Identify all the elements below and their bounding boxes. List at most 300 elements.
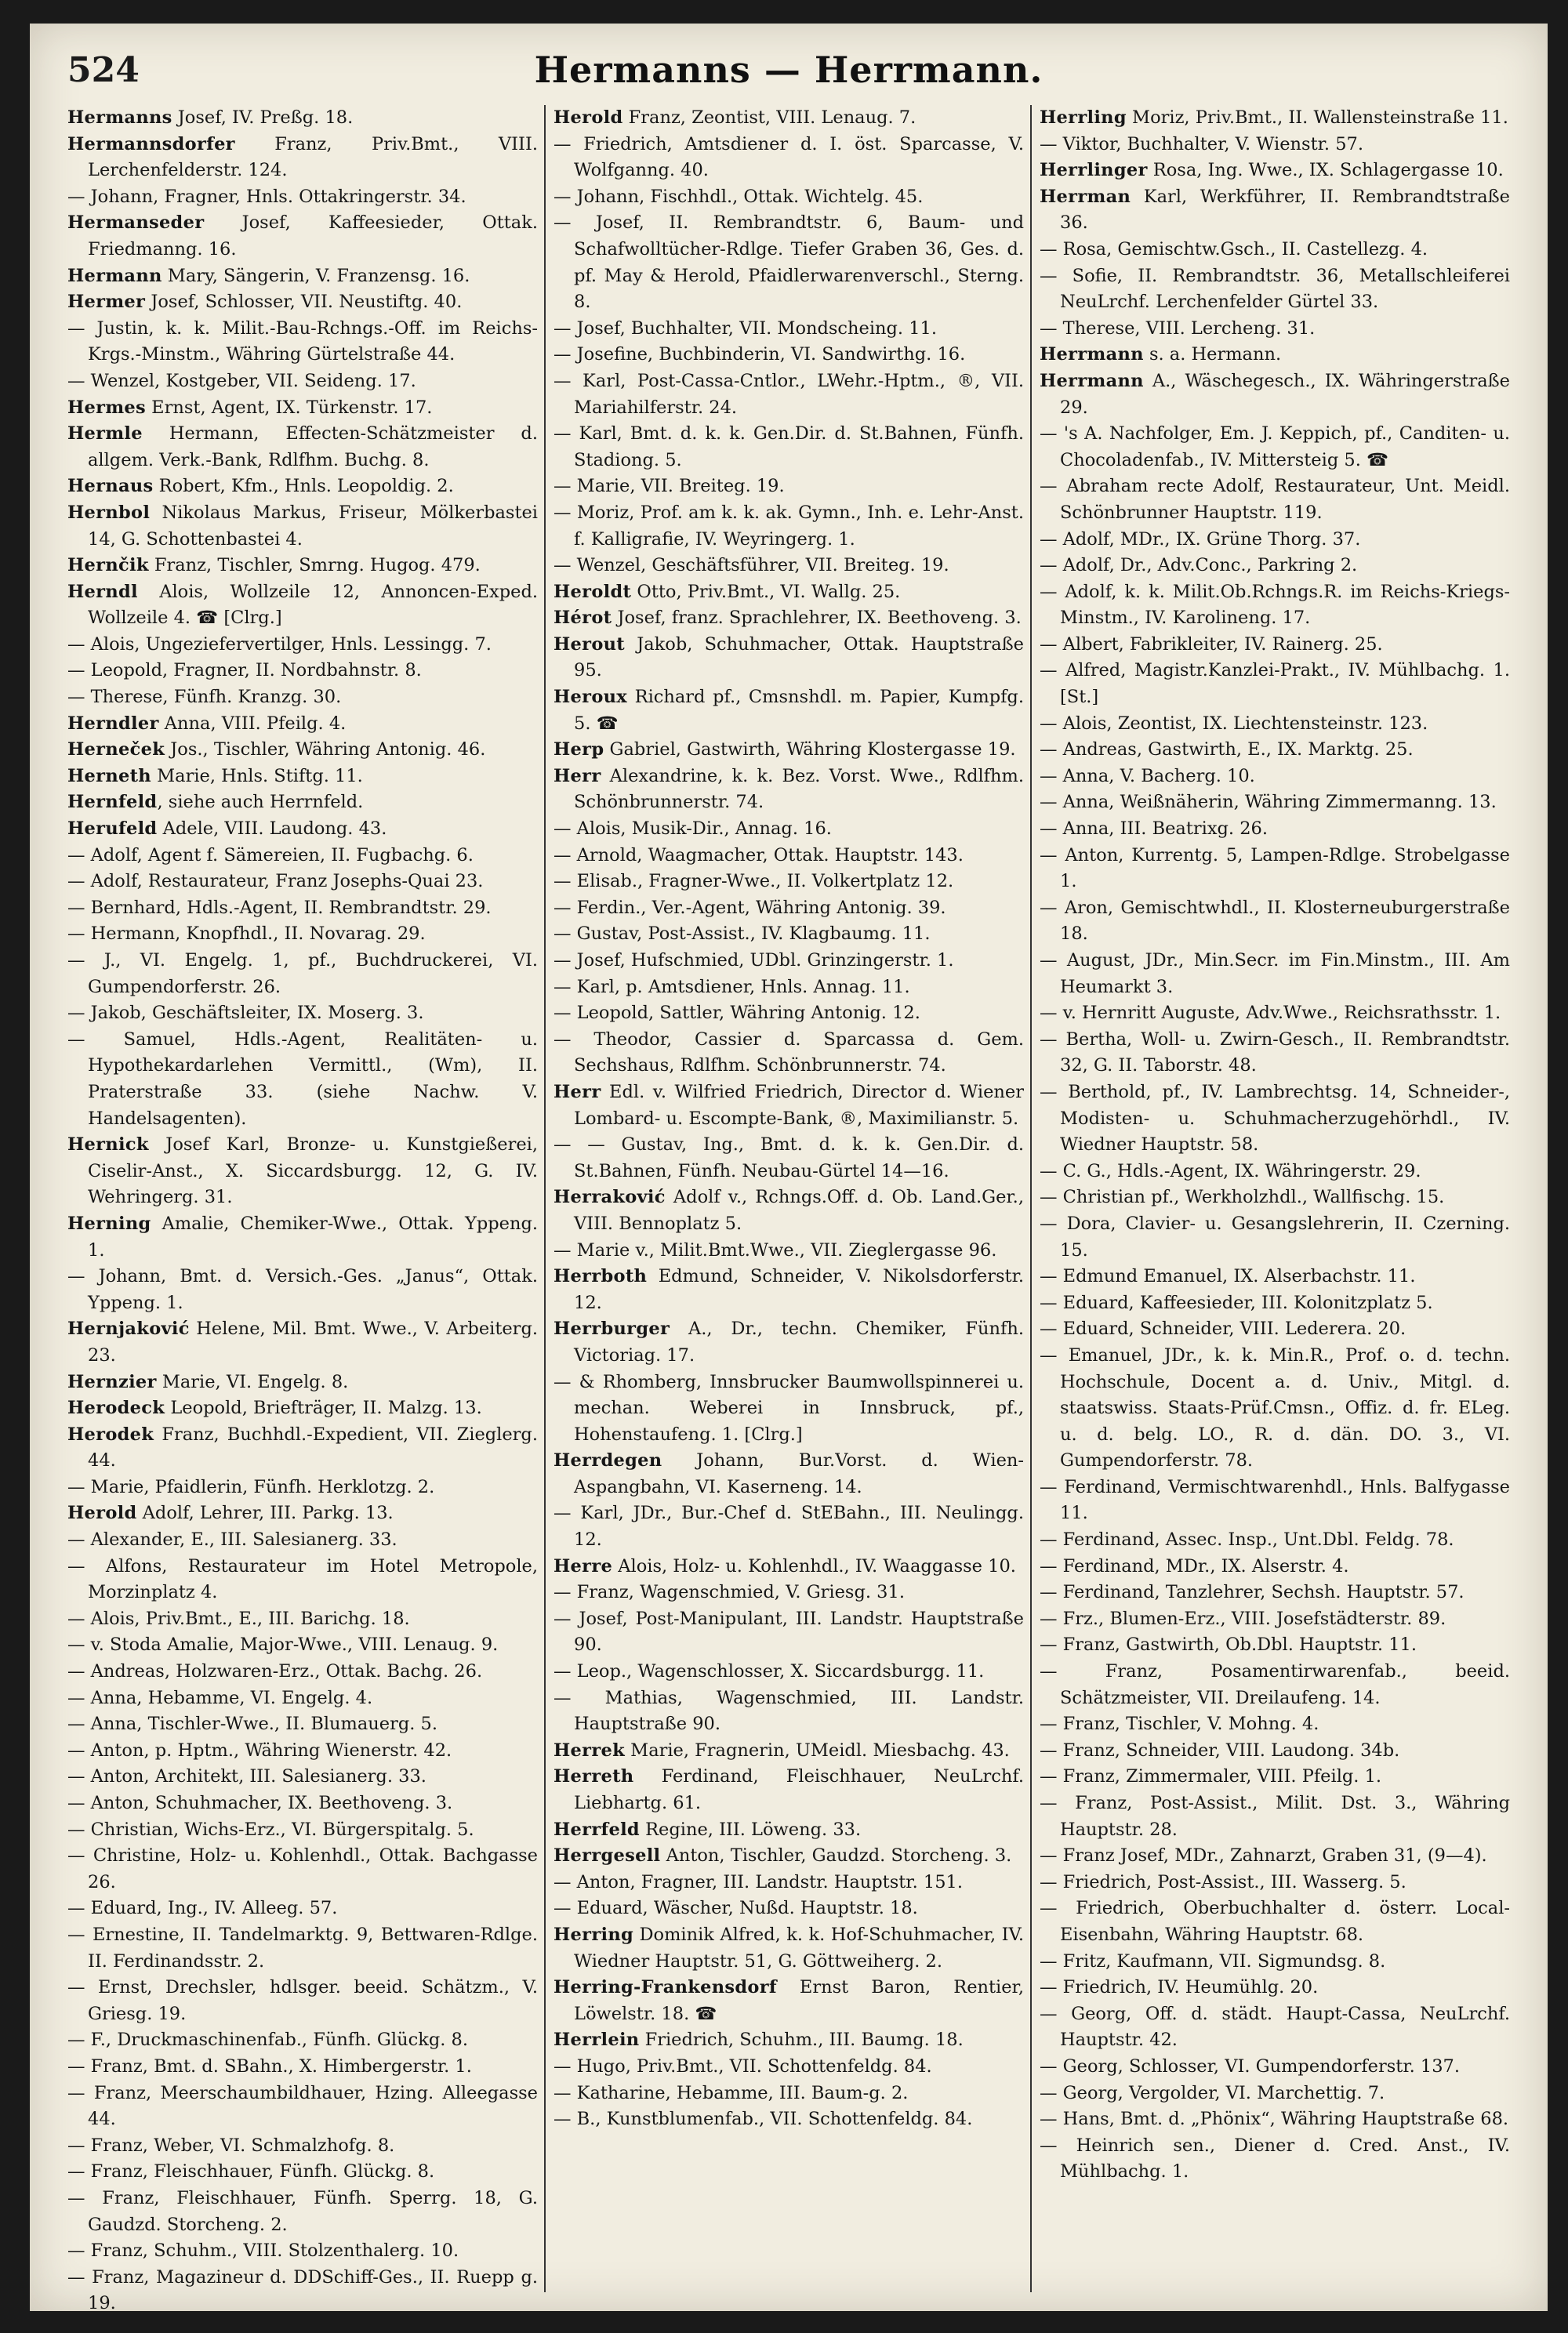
entry-details: — Alexander, E., III. Salesianerg. 33. bbox=[67, 1529, 397, 1551]
entry-details: — Josef, II. Rembrandtstr. 6, Baum- und Schafwolltücher-Rdlge. Tiefer Graben 36, Ges. d. pf. May & Herold, Pfaidlerwarenverschl., Sterng. 8. bbox=[554, 212, 1024, 313]
directory-entry bbox=[67, 1632, 538, 1659]
directory-entry bbox=[67, 1395, 538, 1422]
directory-entry bbox=[554, 2106, 1024, 2133]
entry-details: — Hugo, Priv.Bmt., VII. Schottenfeldg. 84. bbox=[554, 2055, 932, 2077]
entry-surname: Herold bbox=[67, 1503, 137, 1524]
directory-entry bbox=[554, 210, 1024, 315]
entry-details: Alexandrine, k. k. Bez. Vorst. Wwe., Rdlfhm. Schönbrunnerstr. 74. bbox=[574, 765, 1024, 813]
directory-entry bbox=[67, 2133, 538, 2160]
entry-details: — Anna, Hebamme, VI. Engelg. 4. bbox=[67, 1687, 373, 1708]
entry-details: — Berthold, pf., IV. Lambrechtsg. 14, Schneider-, Modisten- u. Schuhmacherzugehörhdl., IV. Wiedner Hauptstr. 58. bbox=[1040, 1081, 1510, 1156]
entry-details: Nikolaus Markus, Friseur, Mölkerbastei 14, G. Schottenbastei 4. bbox=[88, 502, 538, 550]
entry-details: — Anna, Weißnäherin, Währing Zimmermanng. 13. bbox=[1040, 792, 1497, 813]
entry-details: — Sofie, II. Rembrandtstr. 36, Metallschleiferei NeuLrchf. Lerchenfelder Gürtel 33. bbox=[1040, 265, 1510, 313]
entry-details: — F., Druckmaschinenfab., Fünfh. Glückg. 8. bbox=[67, 2030, 469, 2051]
entry-details: — Albert, Fabrikleiter, IV. Rainerg. 25. bbox=[1040, 633, 1383, 655]
entry-surname: Herning bbox=[67, 1213, 151, 1234]
directory-entry bbox=[554, 1896, 1024, 1922]
entry-details: — Viktor, Buchhalter, V. Wienstr. 57. bbox=[1040, 133, 1363, 154]
directory-entry bbox=[554, 1580, 1024, 1606]
directory-entry bbox=[1040, 421, 1510, 473]
directory-entry bbox=[554, 1843, 1024, 1870]
entry-surname: Hermanns bbox=[67, 107, 172, 128]
entry-details: — Christian, Wichs-Erz., VI. Bürgerspitalg. 5. bbox=[67, 1819, 474, 1840]
entry-details: Adolf, Lehrer, III. Parkg. 13. bbox=[136, 1503, 394, 1524]
entry-details: — Adolf, Agent f. Sämereien, II. Fugbachg. 6. bbox=[67, 844, 474, 865]
directory-entry bbox=[554, 2081, 1024, 2107]
directory-entry bbox=[67, 921, 538, 948]
directory-entry bbox=[1040, 1159, 1510, 1185]
directory-entry bbox=[1040, 1527, 1510, 1554]
entry-surname: Herreth bbox=[554, 1766, 634, 1787]
directory-entry bbox=[67, 210, 538, 263]
directory-entry bbox=[1040, 184, 1510, 237]
entry-surname: Hermer bbox=[67, 292, 146, 313]
entry-details: s. a. Hermann. bbox=[1143, 344, 1282, 365]
directory-entry bbox=[1040, 368, 1510, 421]
directory-entry bbox=[554, 1870, 1024, 1896]
directory-entry bbox=[1040, 843, 1510, 895]
directory-entry bbox=[1040, 1343, 1510, 1475]
entry-details: — Frz., Blumen-Erz., VIII. Josefstädterstr. 89. bbox=[1040, 1608, 1446, 1629]
entry-details: — Friedrich, Amtsdiener d. I. öst. Sparcasse, V. Wolfganng. 40. bbox=[554, 133, 1024, 181]
entry-details: — Johann, Bmt. d. Versich.-Ges. „Janus“, Ottak. Yppeng. 1. bbox=[67, 1266, 538, 1313]
directory-entry bbox=[67, 2159, 538, 2186]
entry-details: — Anton, Schuhmacher, IX. Beethoveng. 3. bbox=[67, 1793, 453, 1813]
directory-entry bbox=[67, 1316, 538, 1369]
directory-entry bbox=[554, 974, 1024, 1001]
entry-details: Marie, Hnls. Stiftg. 11. bbox=[151, 765, 363, 786]
directory-entry bbox=[67, 289, 538, 316]
directory-entry bbox=[67, 263, 538, 290]
entry-details: — Leopold, Sattler, Währing Antonig. 12. bbox=[554, 1003, 920, 1024]
directory-entry bbox=[554, 948, 1024, 974]
directory-entry bbox=[554, 105, 1024, 132]
entry-details: Josef Karl, Bronze- u. Kunstgießerei, Ciselir-Anst., X. Siccardsburgg. 12, G. IV. Wehringerg. 31. bbox=[88, 1134, 538, 1208]
directory-entry bbox=[67, 368, 538, 395]
entry-details: — Wenzel, Kostgeber, VII. Seideng. 17. bbox=[67, 370, 416, 391]
entry-details: Leopold, Briefträger, II. Malzg. 13. bbox=[165, 1398, 482, 1419]
entry-details: Franz, Buchhdl.-Expedient, VII. Zieglerg. 44. bbox=[88, 1424, 538, 1471]
directory-entry bbox=[1040, 1211, 1510, 1264]
entry-details: Adele, VIII. Laudong. 43. bbox=[157, 818, 387, 840]
entry-surname: Heroux bbox=[554, 687, 628, 708]
entry-surname: Herraković bbox=[554, 1187, 666, 1208]
directory-entry bbox=[1040, 473, 1510, 526]
entry-details: — Therese, Fünfh. Kranzg. 30. bbox=[67, 687, 342, 708]
directory-entry bbox=[67, 1027, 538, 1132]
directory-page bbox=[30, 24, 1548, 2314]
entry-details: Friedrich, Schuhm., III. Baumg. 18. bbox=[639, 2030, 964, 2051]
entry-details: — Anton, p. Hptm., Währing Wienerstr. 42. bbox=[67, 1740, 452, 1761]
directory-entry bbox=[1040, 1264, 1510, 1290]
entry-surname: Herrfeld bbox=[554, 1819, 640, 1840]
entry-surname: Herrman bbox=[1040, 186, 1131, 207]
directory-entry bbox=[67, 473, 538, 500]
directory-entry bbox=[554, 1000, 1024, 1027]
directory-entry bbox=[554, 1370, 1024, 1449]
directory-entry bbox=[67, 1659, 538, 1685]
directory-entry bbox=[1040, 2106, 1510, 2133]
directory-entry bbox=[554, 1764, 1024, 1816]
entry-details: — Jakob, Geschäftsleiter, IX. Moserg. 3. bbox=[67, 1003, 424, 1024]
directory-entry bbox=[67, 2238, 538, 2265]
directory-entry bbox=[67, 1843, 538, 1896]
entry-details: — Andreas, Holzwaren-Erz., Ottak. Bachg. 26. bbox=[67, 1661, 483, 1682]
entry-details: — Gustav, Post-Assist., IV. Klagbaumg. 11. bbox=[554, 923, 931, 945]
directory-entry bbox=[554, 1922, 1024, 1975]
directory-entry bbox=[554, 579, 1024, 606]
directory-entry bbox=[1040, 1316, 1510, 1343]
entry-details: Moriz, Priv.Bmt., II. Wallensteinstraße 11. bbox=[1126, 107, 1508, 128]
entry-details: Josef, Schlosser, VII. Neustiftg. 40. bbox=[145, 292, 463, 313]
directory-entry bbox=[554, 1448, 1024, 1500]
directory-entry bbox=[1040, 132, 1510, 158]
directory-entry bbox=[67, 184, 538, 211]
directory-entry bbox=[554, 473, 1024, 500]
entry-details: — Leop., Wagenschlosser, X. Siccardsburgg. 11. bbox=[554, 1661, 985, 1682]
entry-details: — Bertha, Woll- u. Zwirn-Gesch., II. Rembrandtstr. 32, G. II. Taborstr. 48. bbox=[1040, 1029, 1510, 1076]
entry-details: — August, JDr., Min.Secr. im Fin.Minstm., III. Am Heumarkt 3. bbox=[1040, 950, 1510, 997]
directory-entry bbox=[67, 1132, 538, 1211]
directory-entry bbox=[67, 395, 538, 422]
entry-details: Ferdinand, Fleischhauer, NeuLrchf. Liebhartg. 61. bbox=[574, 1766, 1024, 1813]
entry-details: — Adolf, k. k. Milit.Ob.Rchngs.R. im Reichs-Kriegs-Minstm., IV. Karolineng. 17. bbox=[1040, 581, 1510, 629]
entry-details: — Ferdin., Ver.-Agent, Währing Antonig. 39. bbox=[554, 897, 946, 918]
directory-entry bbox=[67, 764, 538, 790]
entry-surname: Hernzier bbox=[67, 1371, 157, 1392]
directory-entry bbox=[67, 869, 538, 895]
directory-entry bbox=[1040, 527, 1510, 553]
directory-entry bbox=[1040, 1079, 1510, 1159]
entry-details: — Moriz, Prof. am k. k. ak. Gymn., Inh. e. Lehr-Anst. f. Kalligrafie, IV. Weyringerg. 1. bbox=[554, 502, 1024, 550]
entry-surname: Herrmann bbox=[1040, 344, 1144, 365]
entry-details: — Marie, Pfaidlerin, Fünfh. Herklotzg. 2. bbox=[67, 1476, 435, 1497]
entry-details: — Hans, Bmt. d. „Phönix“, Währing Hauptstraße 68. bbox=[1040, 2109, 1509, 2130]
entry-details: — J., VI. Engelg. 1, pf., Buchdruckerei, VI. Gumpendorferstr. 26. bbox=[67, 950, 538, 997]
entry-surname: Herrek bbox=[554, 1740, 625, 1761]
directory-entry bbox=[554, 843, 1024, 869]
entry-surname: Heroldt bbox=[554, 581, 632, 602]
entry-surname: Herodeck bbox=[67, 1398, 165, 1419]
entry-details: — Karl, Bmt. d. k. k. Gen.Dir. d. St.Bahnen, Fünfh. Stadiong. 5. bbox=[554, 423, 1024, 470]
directory-entry bbox=[554, 316, 1024, 343]
entry-details: — Franz, Fleischhauer, Fünfh. Sperrg. 18, G. Gaudzd. Storcheng. 2. bbox=[67, 2187, 538, 2235]
entry-details: — Eduard, Kaffeesieder, III. Kolonitzplatz 5. bbox=[1040, 1292, 1433, 1313]
directory-entry bbox=[67, 1685, 538, 1712]
entry-details: Richard pf., Cmsnshdl. m. Papier, Kumpfg. 5. ☎ bbox=[574, 687, 1024, 734]
directory-entry bbox=[67, 843, 538, 869]
directory-entry bbox=[1040, 1000, 1510, 1027]
directory-entry bbox=[1040, 1027, 1510, 1079]
entry-details: — Karl, Post-Cassa-Cntlor., LWehr.-Hptm., ®, VII. Mariahilferstr. 24. bbox=[554, 370, 1024, 418]
entry-details: — Andreas, Gastwirth, E., IX. Marktg. 25. bbox=[1040, 739, 1414, 760]
directory-entry bbox=[1040, 2133, 1510, 2186]
entry-surname: Hermann bbox=[67, 265, 162, 286]
entry-surname: Herring-Frankensdorf bbox=[554, 1977, 777, 1998]
directory-entry bbox=[67, 1475, 538, 1501]
entry-details: — Mathias, Wagenschmied, III. Landstr. Hauptstraße 90. bbox=[554, 1687, 1024, 1735]
entry-surname: Hernčik bbox=[67, 555, 149, 576]
directory-entry bbox=[554, 921, 1024, 948]
entry-details: Franz, Tischler, Smrng. Hugog. 479. bbox=[148, 555, 481, 576]
directory-entry bbox=[554, 1817, 1024, 1844]
directory-entry bbox=[1040, 737, 1510, 764]
entry-surname: Herneček bbox=[67, 739, 165, 760]
directory-entry bbox=[1040, 816, 1510, 843]
directory-entry bbox=[67, 1896, 538, 1922]
entry-details: — Justin, k. k. Milit.-Bau-Rchngs.-Off. im Reichs-Krgs.-Minstm., Währing Gürtelstraße 44. bbox=[67, 317, 538, 365]
directory-entry bbox=[67, 1764, 538, 1791]
entry-surname: Herrboth bbox=[554, 1266, 648, 1287]
directory-entry bbox=[67, 737, 538, 764]
entry-details: — Georg, Schlosser, VI. Gumpendorferstr. 137. bbox=[1040, 2055, 1461, 2077]
entry-details: Robert, Kfm., Hnls. Leopoldig. 2. bbox=[153, 476, 454, 497]
entry-details: Jos., Tischler, Währing Antonig. 46. bbox=[165, 739, 486, 760]
entry-surname: Herndl bbox=[67, 581, 138, 602]
entry-details: — Arnold, Waagmacher, Ottak. Hauptstr. 143. bbox=[554, 844, 964, 865]
entry-details: — Alfred, Magistr.Kanzlei-Prakt., IV. Mühlbachg. 1. [St.] bbox=[1040, 660, 1510, 708]
entry-details: Otto, Priv.Bmt., VI. Wallg. 25. bbox=[631, 581, 901, 602]
entry-details: — Edmund Emanuel, IX. Alserbachstr. 11. bbox=[1040, 1266, 1416, 1287]
entry-surname: Herrling bbox=[1040, 107, 1127, 128]
entry-details: — Friedrich, Post-Assist., III. Wasserg. 5. bbox=[1040, 1871, 1406, 1892]
entry-details: — Elisab., Fragner-Wwe., II. Volkertplatz 12. bbox=[554, 871, 954, 892]
directory-entry bbox=[67, 132, 538, 184]
entry-details: — Anton, Architekt, III. Salesianerg. 33. bbox=[67, 1766, 426, 1787]
directory-entry bbox=[1040, 2001, 1510, 2054]
entry-details: — & Rhomberg, Innsbrucker Baumwollspinnerei u. mechan. Weberei in Innsbruck, pf., Hohenstaufeng. 1. [Clrg.] bbox=[554, 1371, 1024, 1445]
directory-entry bbox=[67, 1711, 538, 1738]
entry-details: — Franz, Posamentirwarenfab., beeid. Schätzmeister, VII. Dreilaufeng. 14. bbox=[1040, 1661, 1510, 1708]
entry-details: — C. G., Hdls.-Agent, IX. Währingerstr. 29. bbox=[1040, 1160, 1421, 1181]
entry-surname: Herndler bbox=[67, 713, 159, 734]
entry-details: Rosa, Ing. Wwe., IX. Schlagergasse 10. bbox=[1147, 160, 1504, 181]
entry-details: — Friedrich, IV. Heumühlg. 20. bbox=[1040, 1977, 1319, 1998]
directory-entry bbox=[1040, 1764, 1510, 1791]
entry-details: — Johann, Fragner, Hnls. Ottakringerstr. 34. bbox=[67, 186, 466, 207]
directory-entry bbox=[67, 421, 538, 473]
entry-details: Helene, Mil. Bmt. Wwe., V. Arbeiterg. 23. bbox=[88, 1319, 538, 1366]
directory-entry bbox=[554, 1659, 1024, 1685]
entry-details: — Alois, Priv.Bmt., E., III. Barichg. 18. bbox=[67, 1608, 410, 1629]
entry-details: — Wenzel, Geschäftsführer, VII. Breiteg. 19. bbox=[554, 555, 949, 576]
directory-entry bbox=[1040, 632, 1510, 659]
directory-entry bbox=[1040, 711, 1510, 738]
directory-entry bbox=[67, 553, 538, 579]
entry-details: — Ferdinand, Assec. Insp., Unt.Dbl. Feldg. 78. bbox=[1040, 1529, 1454, 1551]
directory-entry bbox=[1040, 895, 1510, 948]
entry-details: — Franz, Bmt. d. SBahn., X. Himbergerstr. 1. bbox=[67, 2055, 472, 2077]
entry-surname: Herrlinger bbox=[1040, 160, 1148, 181]
entry-details: Dominik Alfred, k. k. Hof-Schuhmacher, IV. Wiedner Hauptstr. 51, G. Göttweiherg. 2. bbox=[574, 1924, 1024, 1972]
directory-entry bbox=[554, 1606, 1024, 1659]
directory-entry bbox=[554, 1079, 1024, 1132]
directory-entry bbox=[554, 1685, 1024, 1738]
directory-entry bbox=[1040, 1949, 1510, 1976]
entry-details: — Georg, Off. d. städt. Haupt-Cassa, NeuLrchf. Hauptstr. 42. bbox=[1040, 2003, 1510, 2051]
entry-details: Johann, Bur.Vorst. d. Wien-Aspangbahn, VI. Kaserneng. 14. bbox=[574, 1450, 1024, 1497]
directory-entry bbox=[67, 1817, 538, 1844]
entry-surname: Hernbol bbox=[67, 502, 151, 523]
entry-details: Anna, VIII. Pfeilg. 4. bbox=[158, 713, 347, 734]
entry-details: — Emanuel, JDr., k. k. Min.R., Prof. o. d. techn. Hochschule, Docent a. d. Univ., Mitgl. d. staatswiss. Staats-Prüf.Cmsn., Offiz. d. fr. ELeg. u. d. belg. LO., R. d. dän. DO. 3., VI. Gumpendorferstr. 78. bbox=[1040, 1344, 1510, 1471]
entry-details: — Hermann, Knopfhdl., II. Novarag. 29. bbox=[67, 923, 426, 945]
entry-details: Gabriel, Gastwirth, Währing Klostergasse 19. bbox=[604, 739, 1016, 760]
entry-surname: Herrburger bbox=[554, 1319, 670, 1340]
page-header bbox=[67, 44, 1510, 99]
entry-surname: Herr bbox=[554, 765, 601, 786]
directory-entry bbox=[67, 1738, 538, 1765]
directory-entry bbox=[1040, 1580, 1510, 1606]
directory-entry bbox=[554, 632, 1024, 684]
entry-details: Edmund, Schneider, V. Nikolsdorferstr. 12. bbox=[574, 1266, 1024, 1313]
entry-details: — Karl, JDr., Bur.-Chef d. StEBahn., III. Neulingg. 12. bbox=[554, 1503, 1024, 1551]
entry-details: — Adolf, MDr., IX. Grüne Thorg. 37. bbox=[1040, 528, 1361, 550]
entry-details: — Friedrich, Oberbuchhalter d. österr. Local-Eisenbahn, Währing Hauptstr. 68. bbox=[1040, 1898, 1510, 1945]
entry-details: — Adolf, Restaurateur, Franz Josephs-Quai 23. bbox=[67, 871, 484, 892]
entry-details: — Eduard, Schneider, VIII. Lederera. 20. bbox=[1040, 1319, 1406, 1340]
directory-entry bbox=[67, 658, 538, 684]
entry-surname: Herr bbox=[554, 1081, 601, 1102]
directory-entry bbox=[67, 2186, 538, 2238]
entry-details: Franz, Priv.Bmt., VIII. Lerchenfelderstr. 124. bbox=[88, 133, 538, 181]
entry-details: — Josef, Hufschmied, UDbl. Grinzingerstr. 1. bbox=[554, 950, 954, 971]
entry-details: — Alois, Musik-Dir., Annag. 16. bbox=[554, 818, 832, 840]
entry-details: A., Dr., techn. Chemiker, Fünfh. Victoriag. 17. bbox=[574, 1319, 1024, 1366]
entry-surname: Herufeld bbox=[67, 818, 158, 840]
directory-entry bbox=[554, 684, 1024, 737]
entry-details: — Franz, Meerschaumbildhauer, Hzing. Alleegasse 44. bbox=[67, 2082, 538, 2130]
directory-entry bbox=[67, 316, 538, 368]
directory-entry bbox=[67, 1370, 538, 1396]
entry-details: Amalie, Chemiker-Wwe., Ottak. Yppeng. 1. bbox=[88, 1213, 538, 1261]
entry-surname: Hernjaković bbox=[67, 1319, 190, 1340]
directory-entry bbox=[554, 1027, 1024, 1079]
entry-details: — Ferdinand, MDr., IX. Alserstr. 4. bbox=[1040, 1555, 1349, 1576]
entry-details: — Anna, V. Bacherg. 10. bbox=[1040, 765, 1255, 786]
entry-details: Hermann, Effecten-Schätzmeister d. allgem. Verk.-Bank, Rdlfhm. Buchg. 8. bbox=[88, 423, 538, 470]
directory-entry bbox=[1040, 1738, 1510, 1765]
entry-surname: Hermes bbox=[67, 397, 147, 418]
entry-surname: Hermannsdorfer bbox=[67, 133, 235, 154]
entry-surname: Herring bbox=[554, 1924, 634, 1945]
directory-entry bbox=[1040, 553, 1510, 579]
entry-details: Franz, Zeontist, VIII. Lenaug. 7. bbox=[622, 107, 916, 128]
entry-details: — Eduard, Wäscher, Nußd. Hauptstr. 18. bbox=[554, 1898, 918, 1919]
directory-entry bbox=[1040, 1791, 1510, 1843]
directory-entry bbox=[67, 1554, 538, 1606]
entry-details: — Abraham recte Adolf, Restaurateur, Unt. Meidl. Schönbrunner Hauptstr. 119. bbox=[1040, 476, 1510, 523]
directory-entry bbox=[1040, 263, 1510, 316]
entry-details: — Adolf, Dr., Adv.Conc., Parkring 2. bbox=[1040, 555, 1358, 576]
entry-surname: Hérot bbox=[554, 608, 612, 629]
entry-details: — Dora, Clavier- u. Gesangslehrerin, II. Czerning. 15. bbox=[1040, 1213, 1510, 1261]
entry-surname: Herrlein bbox=[554, 2030, 640, 2051]
directory-entry bbox=[554, 764, 1024, 816]
entry-details: — Franz, Tischler, V. Mohng. 4. bbox=[1040, 1714, 1319, 1735]
entry-details: — Ernst, Drechsler, hdlsger. beeid. Schätzm., V. Griesg. 19. bbox=[67, 1977, 538, 2024]
entry-details: Josef, Kaffeesieder, Ottak. Friedmanng. 16. bbox=[88, 212, 538, 259]
entry-details: Alois, Holz- u. Kohlenhdl., IV. Waaggasse 10. bbox=[612, 1555, 1016, 1576]
directory-entry bbox=[1040, 1843, 1510, 1870]
entry-details: A., Wäschegesch., IX. Währingerstraße 29. bbox=[1060, 370, 1510, 418]
directory-entry bbox=[1040, 316, 1510, 343]
directory-entry bbox=[1040, 2081, 1510, 2107]
entry-details: Karl, Werkführer, II. Rembrandtstraße 36. bbox=[1060, 186, 1510, 234]
entry-details: — Franz, Gastwirth, Ob.Dbl. Hauptstr. 11. bbox=[1040, 1635, 1417, 1656]
entry-details: Jakob, Schuhmacher, Ottak. Hauptstraße 95. bbox=[574, 633, 1024, 681]
entry-details: Edl. v. Wilfried Friedrich, Director d. Wiener Lombard- u. Escompte-Bank, ®, Maximilianstr. 5. bbox=[574, 1081, 1024, 1129]
directory-entry bbox=[554, 605, 1024, 632]
directory-entry bbox=[67, 948, 538, 1000]
entry-details: — Franz, Zimmermaler, VIII. Pfeilg. 1. bbox=[1040, 1766, 1382, 1787]
entry-details: — Eduard, Ing., IV. Alleeg. 57. bbox=[67, 1898, 338, 1919]
directory-entry bbox=[67, 816, 538, 843]
entry-details: — Franz, Fleischhauer, Fünfh. Glückg. 8. bbox=[67, 2161, 435, 2182]
directory-entry bbox=[554, 500, 1024, 553]
directory-entry bbox=[554, 1264, 1024, 1316]
directory-entry bbox=[1040, 105, 1510, 132]
entry-details: Josef, franz. Sprachlehrer, IX. Beethoveng. 3. bbox=[612, 608, 1022, 629]
entry-details: — Karl, p. Amtsdiener, Hnls. Annag. 11. bbox=[554, 976, 910, 997]
directory-entry bbox=[554, 816, 1024, 843]
directory-entry bbox=[554, 1238, 1024, 1264]
entry-details: — Bernhard, Hdls.-Agent, II. Rembrandtstr. 29. bbox=[67, 897, 492, 918]
entry-details: — Franz, Post-Assist., Milit. Dst. 3., Währing Hauptstr. 28. bbox=[1040, 1793, 1510, 1840]
directory-entry bbox=[67, 684, 538, 711]
column-3 bbox=[1040, 105, 1510, 2292]
directory-entry bbox=[67, 895, 538, 922]
directory-entry bbox=[1040, 1185, 1510, 1211]
directory-entry bbox=[554, 2054, 1024, 2081]
entry-details: — Anton, Kurrentg. 5, Lampen-Rdlge. Strobelgasse 1. bbox=[1040, 844, 1510, 892]
directory-entry bbox=[67, 1422, 538, 1475]
directory-entry bbox=[554, 342, 1024, 368]
directory-entry bbox=[554, 737, 1024, 764]
entry-details: — Ernestine, II. Tandelmarktg. 9, Bettwaren-Rdlge. II. Ferdinandsstr. 2. bbox=[67, 1924, 538, 1972]
directory-entry bbox=[1040, 1896, 1510, 1948]
directory-entry bbox=[1040, 1290, 1510, 1317]
directory-entry bbox=[554, 1554, 1024, 1580]
page-number: 524 bbox=[67, 50, 140, 90]
entry-details: — B., Kunstblumenfab., VII. Schottenfeldg. 84. bbox=[554, 2109, 973, 2130]
directory-entry bbox=[554, 368, 1024, 421]
entry-details: Adolf v., Rchngs.Off. d. Ob. Land.Ger., VIII. Bennoplatz 5. bbox=[574, 1187, 1024, 1234]
directory-entry bbox=[1040, 158, 1510, 184]
directory-entry bbox=[1040, 2054, 1510, 2081]
entry-surname: Herrmann bbox=[1040, 370, 1144, 391]
directory-entry bbox=[67, 632, 538, 659]
entry-surname: Herrgesell bbox=[554, 1845, 661, 1867]
entry-columns bbox=[67, 105, 1510, 2314]
column-divider bbox=[544, 105, 546, 2292]
entry-details: — Franz, Wagenschmied, V. Griesg. 31. bbox=[554, 1582, 905, 1603]
directory-entry bbox=[1040, 1606, 1510, 1633]
entry-details: Marie, Fragnerin, UMeidl. Miesbachg. 43. bbox=[625, 1740, 1010, 1761]
directory-entry bbox=[67, 1791, 538, 1817]
entry-details: — Johann, Fischhdl., Ottak. Wichtelg. 45. bbox=[554, 186, 924, 207]
directory-entry bbox=[1040, 1975, 1510, 2001]
entry-details: — Marie, VII. Breiteg. 19. bbox=[554, 476, 785, 497]
entry-details: Regine, III. Löweng. 33. bbox=[639, 1819, 862, 1840]
directory-entry bbox=[1040, 237, 1510, 263]
entry-surname: Herodek bbox=[67, 1424, 154, 1445]
directory-entry bbox=[1040, 579, 1510, 632]
directory-entry bbox=[67, 1975, 538, 2027]
entry-surname: Herre bbox=[554, 1555, 613, 1576]
directory-entry bbox=[67, 105, 538, 132]
